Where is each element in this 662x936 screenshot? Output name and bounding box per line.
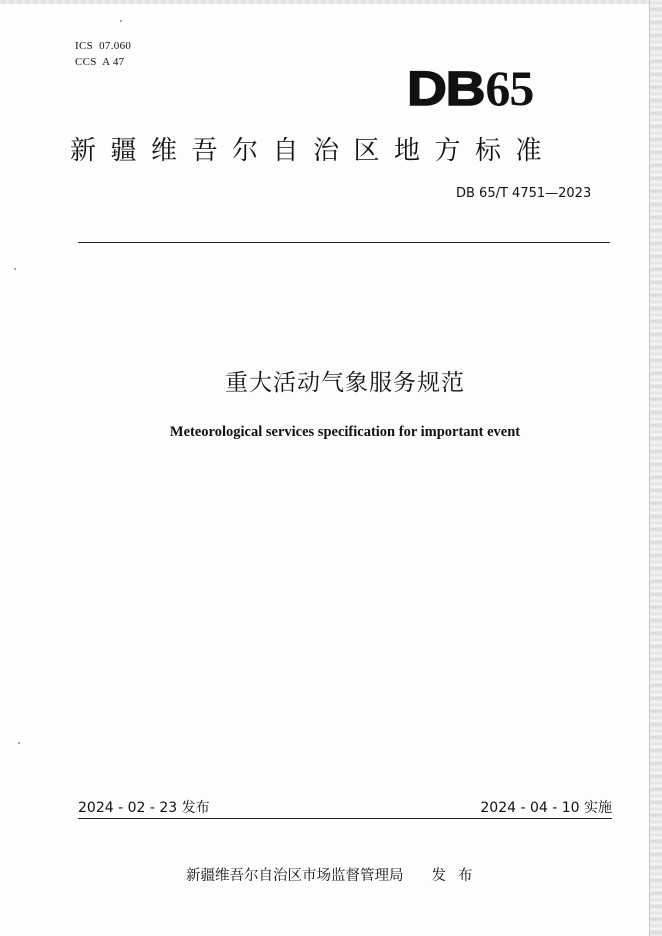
scan-border-top xyxy=(0,0,662,4)
document-title-chinese: 重大活动气象服务规范 xyxy=(225,370,465,396)
scan-border-right xyxy=(649,0,662,936)
ccs-code: CCS A 47 xyxy=(75,56,125,68)
issuer-name: 新疆维吾尔自治区市场监督管理局 xyxy=(186,868,404,884)
scan-speck xyxy=(120,20,122,22)
issuer-action: 发布 xyxy=(431,868,485,884)
standard-category-title: 新疆维吾尔自治区地方标准 xyxy=(70,136,557,166)
standard-number: DB 65/T 4751—2023 xyxy=(456,186,592,201)
footer-divider xyxy=(78,818,612,819)
issuer-line xyxy=(186,864,485,885)
header-divider xyxy=(78,242,610,243)
classification-codes xyxy=(75,38,131,70)
implementation-date: 2024 - 04 - 10 实施 xyxy=(480,800,612,816)
db-logo-number: 65 xyxy=(485,60,534,116)
scan-speck xyxy=(14,268,16,270)
document-title-english: Meteorological services specification for important event xyxy=(169,424,521,440)
issue-date: 2024 - 02 - 23 发布 xyxy=(78,800,210,816)
db-logo-letters: DB xyxy=(406,63,485,116)
scan-speck xyxy=(18,742,20,744)
ics-code: ICS 07.060 xyxy=(75,40,132,52)
db-logo xyxy=(406,60,534,118)
